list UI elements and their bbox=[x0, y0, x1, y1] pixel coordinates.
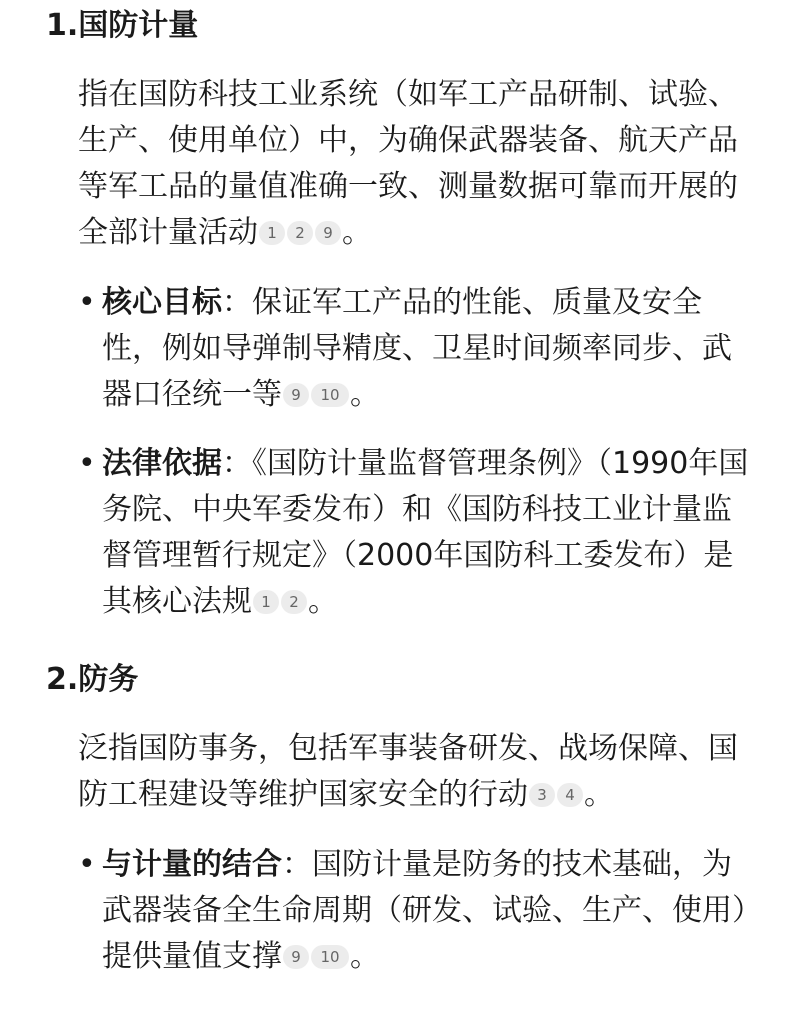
bullet-legal-basis bbox=[78, 441, 754, 625]
citation-badge[interactable]: 1 bbox=[259, 221, 285, 245]
bullet-integration-with-metrology bbox=[78, 842, 754, 980]
citation-badge[interactable]: 2 bbox=[281, 590, 307, 614]
citation-badge[interactable]: 9 bbox=[283, 945, 309, 969]
section-1-paragraph bbox=[78, 72, 754, 256]
citation-badge[interactable]: 2 bbox=[287, 221, 313, 245]
sentence-end: 。 bbox=[584, 777, 614, 812]
bullet-text: ：国防计量是防务的技术基础，为武器装备全生命周期（研发、试验、生产、使用）提供量值支撑 bbox=[102, 847, 747, 974]
bullet-dot: • bbox=[78, 446, 96, 481]
section-2-heading: 2.防务 bbox=[46, 662, 139, 697]
bullet-label: 法律依据 bbox=[102, 446, 222, 481]
bullet-dot: • bbox=[78, 285, 96, 320]
sentence-end: 。 bbox=[342, 215, 372, 250]
bullet-dot: • bbox=[78, 847, 96, 882]
section-2-paragraph bbox=[78, 726, 754, 818]
bullet-text: ：《国防计量监督管理条例》（1990年国务院、中央军委发布）和《国防科技工业计量监督管理暂行规定》（2000年国防科工委发布）是其核心法规 bbox=[102, 446, 749, 619]
bullet-core-goal bbox=[78, 280, 754, 418]
citation-badge[interactable]: 10 bbox=[311, 383, 349, 407]
sentence-end: 。 bbox=[350, 939, 380, 974]
citation-badge[interactable]: 4 bbox=[557, 783, 583, 807]
citation-badge[interactable]: 9 bbox=[315, 221, 341, 245]
bullet-label: 与计量的结合 bbox=[102, 847, 282, 882]
citation-badge[interactable]: 1 bbox=[253, 590, 279, 614]
section-2-paragraph-text: 泛指国防事务，包括军事装备研发、战场保障、国防工程建设等维护国家安全的行动 bbox=[78, 731, 738, 812]
bullet-text: ：保证军工产品的性能、质量及安全性，例如导弹制导精度、卫星时间频率同步、武器口径统一等 bbox=[102, 285, 732, 412]
sentence-end: 。 bbox=[308, 584, 338, 619]
section-1-paragraph-text: 指在国防科技工业系统（如军工产品研制、试验、生产、使用单位）中，为确保武器装备、航天产品等军工品的量值准确一致、测量数据可靠而开展的全部计量活动 bbox=[78, 77, 738, 250]
sentence-end: 。 bbox=[350, 377, 380, 412]
section-1-heading: 1.国防计量 bbox=[46, 8, 199, 43]
citation-badge[interactable]: 9 bbox=[283, 383, 309, 407]
citation-badge[interactable]: 10 bbox=[311, 945, 349, 969]
bullet-label: 核心目标 bbox=[102, 285, 222, 320]
citation-badge[interactable]: 3 bbox=[529, 783, 555, 807]
